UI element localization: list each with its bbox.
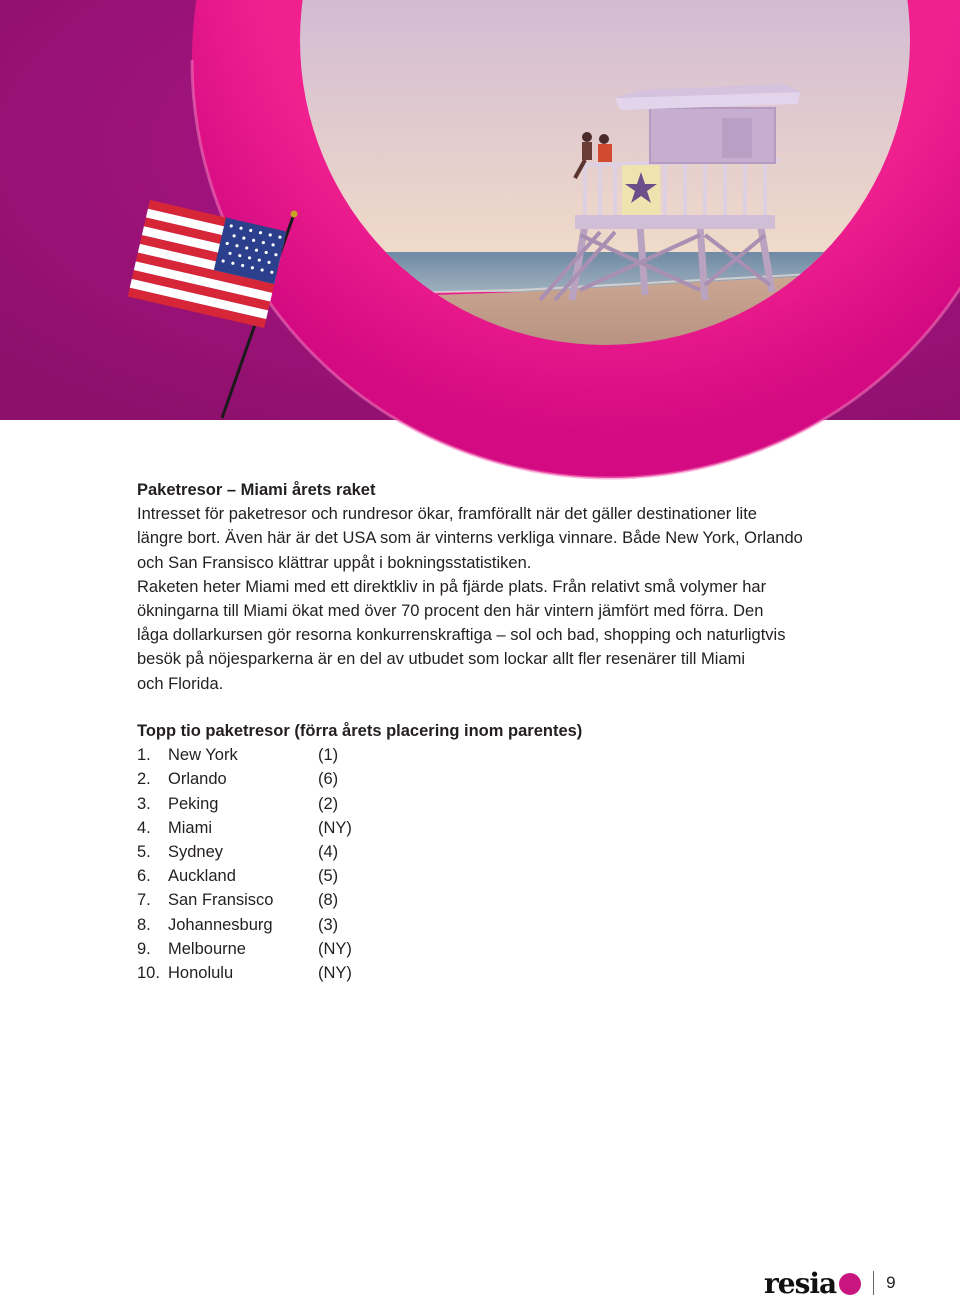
list-item: [137, 792, 637, 816]
body-line: besök på nöjesparkerna är en del av utbudet som lockar allt fler resenärer till Miami: [137, 650, 746, 669]
rank-city: San Fransisco: [168, 891, 274, 910]
body-line: låga dollarkursen gör resorna konkurrenskraftiga – sol och bad, shopping och naturligtvis: [137, 626, 786, 645]
page-number: 9: [886, 1273, 896, 1292]
logo-dot-icon: [839, 1273, 861, 1295]
list-item: [137, 937, 637, 961]
rank-city: Auckland: [168, 867, 236, 886]
rank-previous: (8): [318, 891, 339, 910]
article-headline: Paketresor – Miami årets raket: [137, 481, 376, 499]
rank-previous: (NY): [318, 939, 352, 958]
footer-divider: [873, 1271, 874, 1295]
page-footer: [764, 1266, 896, 1300]
resia-logo: resia: [764, 1266, 837, 1300]
rank-previous: (1): [318, 746, 339, 765]
body-line: och San Fransisco klättrar uppåt i bokningsstatistiken.: [137, 553, 532, 572]
rank-number: 9.: [137, 939, 151, 958]
rank-city: Johannesburg: [168, 915, 273, 934]
rank-city: Melbourne: [168, 939, 246, 958]
rank-city: Honolulu: [168, 963, 234, 982]
body-line: Intresset för paketresor och rundresor ökar, framförallt när det gäller destinationer lite: [137, 505, 757, 524]
list-item: [137, 743, 637, 767]
list-item: [137, 913, 637, 937]
rank-number: 8.: [137, 915, 151, 934]
rank-number: 1.: [137, 746, 151, 765]
rank-city: Peking: [168, 794, 219, 813]
rank-previous: (6): [318, 770, 339, 789]
list-item: [137, 864, 637, 888]
rank-city: New York: [168, 746, 238, 765]
rank-previous: (NY): [318, 818, 352, 837]
rank-previous: (5): [318, 867, 339, 886]
body-line: och Florida.: [137, 674, 224, 693]
rank-number: 2.: [137, 770, 151, 789]
list-item: [137, 961, 637, 985]
body-line: Raketen heter Miami med ett direktkliv in på fjärde plats. Från relativt små volymer har: [137, 577, 767, 596]
rank-number: 6.: [137, 867, 151, 886]
list-item: [137, 767, 637, 791]
body-line: längre bort. Även här är det USA som är vinterns verkliga vinnare. Både New York, Orlando: [137, 529, 803, 548]
article-body: [137, 502, 837, 696]
rank-number: 4.: [137, 818, 151, 837]
rank-city: Orlando: [168, 770, 227, 789]
rank-number: 7.: [137, 891, 151, 910]
rank-previous: (2): [318, 794, 339, 813]
rank-number: 3.: [137, 794, 151, 813]
list-item: [137, 840, 637, 864]
rank-number: 10.: [137, 963, 160, 982]
top-ten-list: [137, 719, 637, 985]
rank-city: Miami: [168, 818, 212, 837]
article: [137, 478, 837, 696]
rank-previous: (4): [318, 842, 339, 861]
top-ten-title: Topp tio paketresor (förra årets placering inom parentes): [137, 722, 583, 740]
rank-previous: (NY): [318, 963, 352, 982]
rank-previous: (3): [318, 915, 339, 934]
list-item: [137, 816, 637, 840]
body-line: ökningarna till Miami ökat med över 70 procent den här vintern jämfört med förra. Den: [137, 602, 764, 621]
rank-number: 5.: [137, 842, 151, 861]
hero-graphic: [0, 0, 960, 480]
list-item: [137, 888, 637, 912]
rank-city: Sydney: [168, 842, 224, 861]
